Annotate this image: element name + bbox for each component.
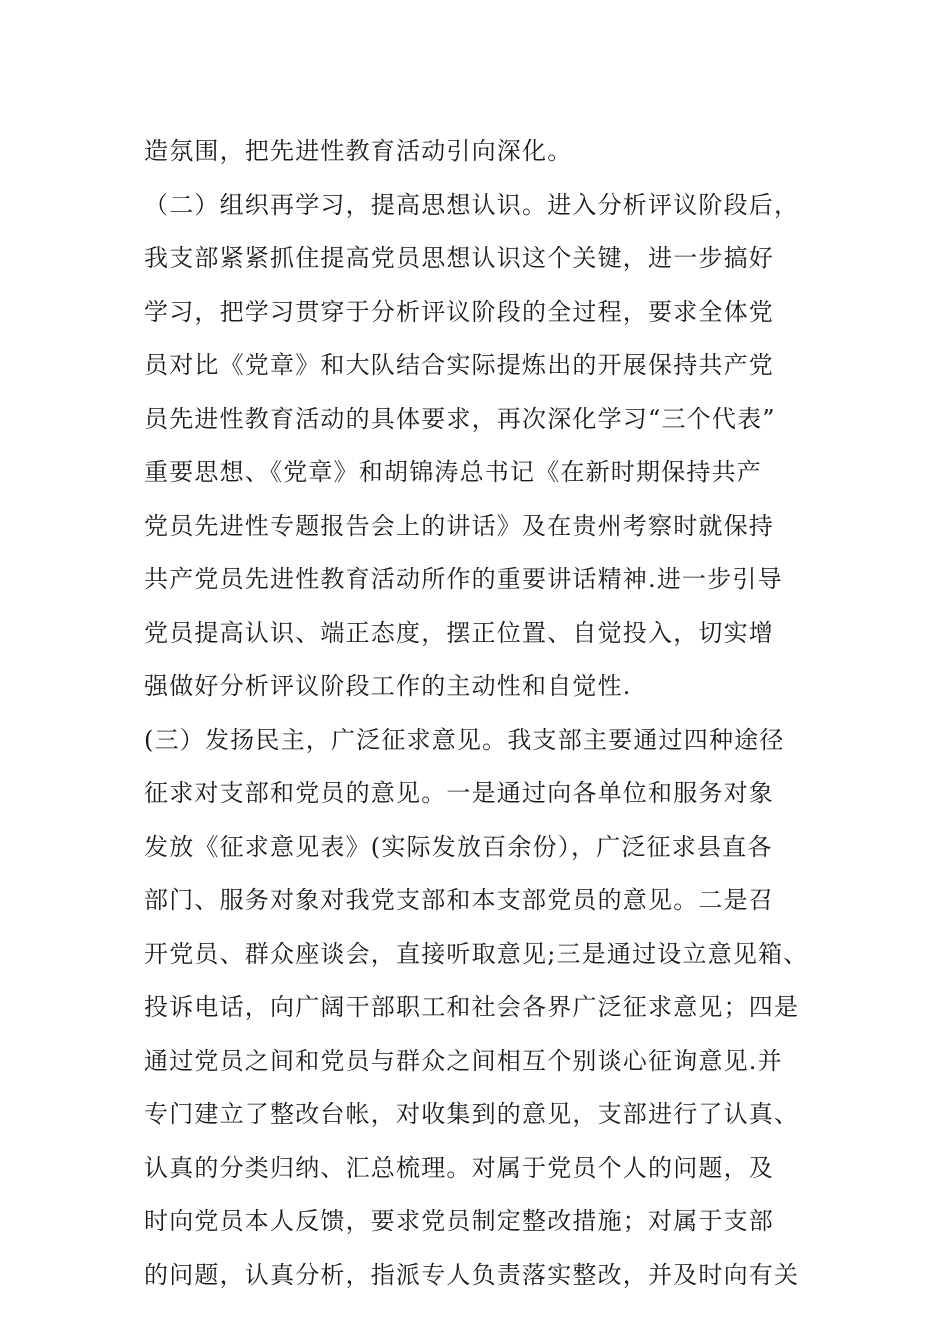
document-body — [144, 128, 824, 1305]
text-line: 党员先进性专题报告会上的讲话》及在贵州考察时就保持 — [144, 511, 774, 540]
text-line: 党员提高认识、端正态度，摆正位置、自觉投入，切实增 — [144, 618, 774, 647]
text-line: 专门建立了整改台帐，对收集到的意见，支部进行了认真、 — [144, 1100, 800, 1128]
text-line: 共产党员先进性教育活动所作的重要讲话精神.进一步引导 — [144, 565, 783, 593]
text-line: 征求对支部和党员的意见。一是通过向各单位和服务对象 — [144, 779, 774, 807]
text-line: (三）发扬民主，广泛征求意见。我支部主要通过四种途径 — [144, 725, 785, 754]
text-line: 投诉电话，向广阔干部职工和社会各界广泛征求意见；四是 — [144, 993, 800, 1021]
text-line: 我支部紧紧抓住提高党员思想认识这个关键，进一步搞好 — [144, 244, 774, 272]
text-line: 发放《征求意见表》(实际发放百余份），广泛征求县直各 — [144, 832, 773, 861]
text-line: 强做好分析评议阶段工作的主动性和自觉性. — [144, 672, 632, 700]
text-line: 的问题，认真分析，指派专人负责落实整改，并及时向有关 — [144, 1260, 800, 1289]
text-line: 认真的分类归纳、汇总梳理。对属于党员个人的问题，及 — [144, 1153, 774, 1182]
text-line: 部门、服务对象对我党支部和本支部党员的意见。二是召 — [144, 886, 774, 914]
text-line: 员对比《党章》和大队结合实际提炼出的开展保持共产党 — [144, 351, 774, 379]
text-line: 造氛围，把先进性教育活动引向深化。 — [144, 137, 573, 165]
text-line: 学习，把学习贯穿于分析评议阶段的全过程，要求全体党 — [144, 297, 774, 326]
text-line: 开党员、群众座谈会，直接听取意见;三是通过设立意见箱、 — [144, 939, 809, 968]
text-line: 通过党员之间和党员与群众之间相互个别谈心征询意见.并 — [144, 1046, 783, 1075]
text-line: 员先进性教育活动的具体要求，再次深化学习“三个代表” — [144, 404, 776, 433]
text-line: （二）组织再学习，提高思想认识。进入分析评议阶段后， — [144, 190, 800, 219]
text-line: 时向党员本人反馈，要求党员制定整改措施；对属于支部 — [144, 1207, 774, 1235]
text-line: 重要思想、《党章》和胡锦涛总书记《在新时期保持共产 — [144, 458, 762, 486]
